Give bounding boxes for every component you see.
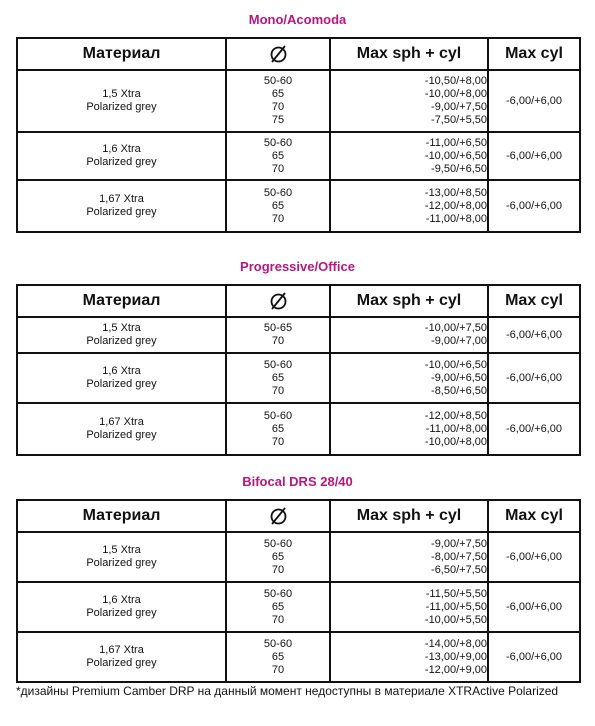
- diameter-cell-line: 65: [271, 371, 285, 384]
- max-sph-cyl-cell-line: -11,00/+5,50: [425, 600, 487, 613]
- max-sph-cyl-cell: [330, 582, 488, 632]
- header-max-sph-cyl: Max sph + cyl: [330, 500, 488, 532]
- max-sph-cyl-cell-line: -10,00/+8,00: [424, 435, 487, 448]
- max-cyl-cell: -6,00/+6,00: [488, 180, 580, 232]
- max-sph-cyl-cell-line: -9,00/+7,50: [431, 537, 487, 550]
- material-cell-line: Polarized grey: [86, 429, 157, 441]
- header-material: Материал: [17, 500, 226, 532]
- max-sph-cyl-cell-line: -10,00/+6,50: [424, 358, 487, 371]
- spec-table-bifocal: [16, 499, 581, 683]
- material-cell-line: 1,6 Xtra: [102, 594, 141, 606]
- diameter-cell-line: 50-60: [263, 136, 293, 149]
- max-cyl-cell: -6,00/+6,00: [488, 317, 580, 353]
- diameter-cell-line: 70: [271, 162, 285, 175]
- max-sph-cyl-cell-line: -7,50/+5,50: [431, 114, 487, 126]
- max-cyl-cell: -6,00/+6,00: [488, 353, 580, 403]
- diameter-cell-line: 65: [271, 600, 285, 613]
- table-row: [17, 132, 580, 180]
- diameter-cell: [226, 132, 330, 180]
- header-max-cyl: Max cyl: [488, 500, 580, 532]
- diameter-cell: [226, 403, 330, 455]
- diameter-cell-line: 65: [271, 149, 285, 162]
- material-cell: [17, 532, 226, 582]
- max-sph-cyl-cell-line: -10,00/+5,50: [424, 613, 487, 626]
- diameter-cell: [226, 70, 330, 132]
- diameter-cell-line: 65: [271, 550, 285, 563]
- header-max-cyl: Max cyl: [488, 285, 580, 317]
- diameter-cell: [226, 353, 330, 403]
- table-row: [17, 70, 580, 132]
- max-sph-cyl-cell-line: -6,50/+7,50: [431, 563, 487, 576]
- max-sph-cyl-cell-line: -14,00/+8,00: [424, 637, 487, 650]
- diameter-cell-line: 75: [271, 114, 285, 126]
- table-row: [17, 353, 580, 403]
- max-sph-cyl-cell-line: -10,00/+7,50: [424, 322, 487, 334]
- max-sph-cyl-cell: [330, 180, 488, 232]
- max-sph-cyl-cell-line: -11,00/+8,00: [425, 422, 487, 435]
- footnote: *дизайны Premium Camber DRP на данный момент недоступны в материале XTRActive Polarized: [16, 684, 559, 698]
- diameter-cell-line: 50-60: [263, 75, 293, 87]
- material-cell-line: Polarized grey: [86, 335, 157, 347]
- header-material: Материал: [17, 38, 226, 70]
- diameter-cell-line: 70: [271, 663, 285, 676]
- max-sph-cyl-cell-line: -11,50/+5,50: [425, 587, 487, 600]
- max-sph-cyl-cell-line: -12,00/+8,00: [424, 199, 487, 212]
- diameter-cell-line: 70: [271, 212, 285, 225]
- max-sph-cyl-cell-line: -11,00/+8,00: [425, 212, 487, 225]
- material-cell-line: 1,6 Xtra: [102, 365, 141, 377]
- diameter-cell: [226, 180, 330, 232]
- max-sph-cyl-cell: [330, 70, 488, 132]
- max-sph-cyl-cell: [330, 132, 488, 180]
- material-cell: [17, 582, 226, 632]
- diameter-cell-line: 70: [271, 563, 285, 576]
- diameter-cell: [226, 532, 330, 582]
- table-row: [17, 317, 580, 353]
- max-sph-cyl-cell-line: -8,50/+6,50: [431, 384, 487, 397]
- material-cell: [17, 180, 226, 232]
- material-cell-line: Polarized grey: [86, 101, 157, 113]
- diameter-icon: [269, 291, 288, 311]
- max-sph-cyl-cell-line: -12,00/+9,00: [424, 663, 487, 676]
- material-cell: [17, 317, 226, 353]
- table-row: [17, 180, 580, 232]
- max-cyl-cell: -6,00/+6,00: [488, 70, 580, 132]
- diameter-cell: [226, 582, 330, 632]
- header-max-cyl: Max cyl: [488, 38, 580, 70]
- material-cell: [17, 632, 226, 682]
- spec-table-progressive: [16, 284, 581, 456]
- header-diameter: [226, 38, 330, 70]
- max-sph-cyl-cell: [330, 403, 488, 455]
- max-sph-cyl-cell-line: -9,00/+7,50: [431, 101, 487, 113]
- header-max-sph-cyl: Max sph + cyl: [330, 38, 488, 70]
- diameter-cell-line: 65: [271, 88, 285, 100]
- table-row: [17, 582, 580, 632]
- spec-table-mono: [16, 37, 581, 233]
- material-cell: [17, 353, 226, 403]
- section-title-progressive: Progressive/Office: [240, 259, 355, 274]
- diameter-icon: [269, 44, 288, 64]
- material-cell-line: 1,5 Xtra: [102, 88, 141, 100]
- diameter-cell-line: 70: [271, 435, 285, 448]
- max-sph-cyl-cell-line: -13,00/+9,00: [424, 650, 487, 663]
- diameter-cell-line: 50-60: [263, 409, 293, 422]
- header-diameter: [226, 285, 330, 317]
- max-sph-cyl-cell-line: -11,00/+6,50: [425, 136, 487, 149]
- header-diameter: [226, 500, 330, 532]
- diameter-cell-line: 65: [271, 422, 285, 435]
- material-cell-line: Polarized grey: [86, 378, 157, 390]
- max-sph-cyl-cell-line: -9,00/+6,50: [431, 371, 487, 384]
- table-header-row: [17, 285, 580, 317]
- diameter-cell: [226, 632, 330, 682]
- diameter-cell-line: 50-60: [263, 186, 293, 199]
- diameter-cell-line: 70: [271, 384, 285, 397]
- material-cell-line: 1,67 Xtra: [99, 193, 144, 205]
- max-cyl-cell: -6,00/+6,00: [488, 532, 580, 582]
- material-cell-line: Polarized grey: [86, 557, 157, 569]
- material-cell-line: Polarized grey: [86, 657, 157, 669]
- max-cyl-cell: -6,00/+6,00: [488, 132, 580, 180]
- table-row: [17, 403, 580, 455]
- diameter-cell-line: 70: [271, 613, 285, 626]
- max-sph-cyl-cell-line: -9,50/+6,50: [431, 162, 487, 175]
- material-cell-line: 1,67 Xtra: [99, 416, 144, 428]
- max-sph-cyl-cell: [330, 353, 488, 403]
- diameter-cell-line: 50-60: [263, 587, 293, 600]
- table-row: [17, 532, 580, 582]
- max-sph-cyl-cell-line: -10,00/+6,50: [424, 149, 487, 162]
- max-sph-cyl-cell-line: -8,00/+7,50: [431, 550, 487, 563]
- material-cell-line: Polarized grey: [86, 156, 157, 168]
- section-title-bifocal: Bifocal DRS 28/40: [242, 474, 353, 489]
- max-sph-cyl-cell-line: -10,50/+8,00: [424, 75, 487, 87]
- diameter-cell-line: 70: [271, 101, 285, 113]
- max-sph-cyl-cell: [330, 632, 488, 682]
- diameter-icon: [269, 506, 288, 526]
- diameter-cell-line: 65: [271, 199, 285, 212]
- section-title-mono: Mono/Acomoda: [248, 12, 347, 27]
- max-cyl-cell: -6,00/+6,00: [488, 582, 580, 632]
- max-cyl-cell: -6,00/+6,00: [488, 403, 580, 455]
- diameter-cell-line: 50-60: [263, 537, 293, 550]
- diameter-cell-line: 65: [271, 650, 285, 663]
- material-cell-line: Polarized grey: [86, 206, 157, 218]
- max-sph-cyl-cell-line: -9,00/+7,00: [431, 335, 487, 347]
- diameter-cell-line: 50-60: [263, 358, 293, 371]
- diameter-cell-line: 50-60: [263, 637, 293, 650]
- header-material: Материал: [17, 285, 226, 317]
- max-sph-cyl-cell-line: -13,00/+8,50: [424, 186, 487, 199]
- diameter-cell-line: 50-65: [263, 322, 293, 334]
- diameter-cell: [226, 317, 330, 353]
- max-sph-cyl-cell: [330, 532, 488, 582]
- material-cell: [17, 132, 226, 180]
- max-sph-cyl-cell-line: -10,00/+8,00: [424, 88, 487, 100]
- header-max-sph-cyl: Max sph + cyl: [330, 285, 488, 317]
- max-sph-cyl-cell: [330, 317, 488, 353]
- material-cell-line: 1,67 Xtra: [99, 644, 144, 656]
- material-cell: [17, 403, 226, 455]
- material-cell-line: 1,5 Xtra: [102, 322, 141, 334]
- max-cyl-cell: -6,00/+6,00: [488, 632, 580, 682]
- material-cell-line: Polarized grey: [86, 607, 157, 619]
- table-header-row: [17, 38, 580, 70]
- max-sph-cyl-cell-line: -12,00/+8,50: [424, 409, 487, 422]
- material-cell-line: 1,5 Xtra: [102, 544, 141, 556]
- table-header-row: [17, 500, 580, 532]
- diameter-cell-line: 70: [271, 335, 285, 347]
- material-cell: [17, 70, 226, 132]
- table-row: [17, 632, 580, 682]
- material-cell-line: 1,6 Xtra: [102, 143, 141, 155]
